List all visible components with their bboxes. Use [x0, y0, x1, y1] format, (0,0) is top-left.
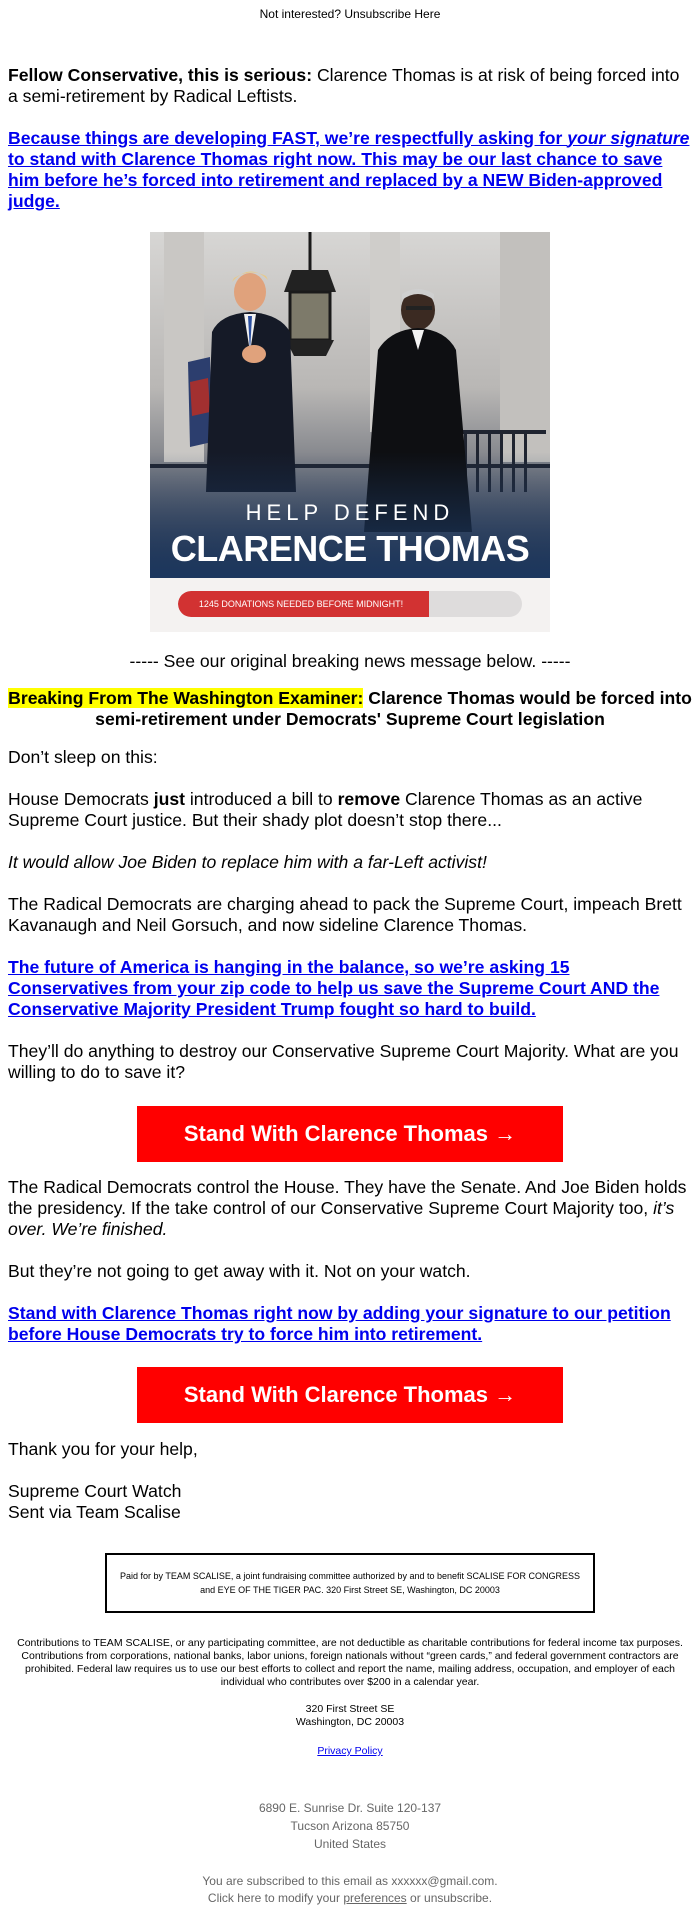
- body-paragraph-2: [8, 789, 692, 831]
- intro-bold-lead: Fellow Conservative, this is serious:: [8, 65, 313, 85]
- divider-text: ----- See our original breaking news message below. -----: [129, 651, 571, 671]
- signature-link-italic: your signature: [567, 128, 690, 148]
- body-paragraph-7: But they’re not going to get away with it. Not on your watch.: [8, 1261, 471, 1281]
- signature-link-part1: Because things are developing FAST, we’re respectfully asking for: [8, 128, 568, 148]
- modify-text-b: or unsubscribe.: [406, 1891, 493, 1905]
- hero-subtitle: HELP DEFEND: [245, 500, 455, 525]
- subscribed-email-text: You are subscribed to this email as xxxxxx@gmail.com.: [202, 1874, 498, 1888]
- petition-link-paragraph: [8, 1303, 692, 1345]
- zip-code-link-paragraph: [8, 957, 692, 1020]
- mailing-address-line-2: Washington, DC 20003: [295, 1716, 405, 1728]
- contribution-disclaimer: Contributions to TEAM SCALISE, or any participating committee, are not deductible as charitable contributions for federal income tax purposes. Contributions from corporations, national banks, labor unions, foreign nationals without “green cards,” and federal government contractors are prohibited. Federal law requires us to use our best efforts to collect and report the name, mailing address, occupation, and employer of each individual who contributes over $200 in a calendar year.: [17, 1637, 683, 1688]
- email-content: [0, 65, 700, 1907]
- intro-paragraph: [8, 65, 692, 107]
- petition-link[interactable]: Stand with Clarence Thomas right now by adding your signature to our petition before House Democrats try to force him into retirement.: [8, 1303, 671, 1344]
- hero-banner[interactable]: [150, 232, 550, 632]
- p2-bold-remove: remove: [337, 789, 401, 809]
- signature-link-part2: to stand with Clarence Thomas right now. This may be our last chance to save him before he’s forced into retirement and replaced by a NEW Biden-approved judge.: [8, 149, 663, 211]
- mailing-address-line-1: 320 First Street SE: [305, 1703, 395, 1715]
- p2-text-a: House Democrats: [8, 789, 154, 809]
- hero-title: CLARENCE THOMAS: [170, 528, 530, 569]
- preferences-link[interactable]: preferences: [343, 1891, 407, 1905]
- sender-address-line-2: Tucson Arizona 85750: [290, 1819, 410, 1833]
- privacy-policy-link[interactable]: Privacy Policy: [317, 1745, 383, 1757]
- p2-text-e: Clarence Thomas as an active Supreme Court justice. But their shady plot doesn’t stop there...: [8, 789, 643, 830]
- hero-text: [150, 500, 550, 570]
- breaking-news-source: Breaking From The Washington Examiner:: [8, 688, 364, 708]
- signature-name: Supreme Court Watch: [8, 1481, 182, 1501]
- modify-preferences-text: [8, 1890, 692, 1907]
- sender-address: [8, 1799, 692, 1853]
- breaking-news-headline: [8, 688, 692, 730]
- breaking-news-text: Clarence Thomas would be forced into semi-retirement under Democrats' Supreme Court legislation: [95, 688, 692, 729]
- thanks-text: Thank you for your help,: [8, 1439, 198, 1459]
- p2-text-c: introduced a bill to: [184, 789, 338, 809]
- sender-address-line-1: 6890 E. Sunrise Dr. Suite 120-137: [258, 1801, 442, 1815]
- intro-text: Clarence Thomas is at risk of being forced into a semi-retirement by Radical Leftists.: [8, 65, 680, 106]
- sender-address-line-3: United States: [313, 1837, 387, 1851]
- paid-for-disclaimer-box: Paid for by TEAM SCALISE, a joint fundraising committee authorized by and to benefit SCALISE FOR CONGRESS and EYE OF THE TIGER PAC. 320 First Street SE, Washington, DC 20003: [105, 1553, 595, 1613]
- subscription-info: [8, 1873, 692, 1907]
- unsubscribe-link[interactable]: Not interested? Unsubscribe Here: [259, 7, 441, 21]
- body-paragraph-6: [8, 1177, 692, 1240]
- zip-code-link[interactable]: The future of America is hanging in the balance, so we’re asking 15 Conservatives from your zip code to help us save the Supreme Court AND the Conservative Majority President Trump fought so hard to build.: [8, 957, 660, 1019]
- p6-italic: it’s over. We’re finished.: [8, 1198, 675, 1239]
- privacy-policy-paragraph: [8, 1745, 692, 1757]
- signature-link[interactable]: [8, 128, 692, 212]
- body-paragraph-4: The Radical Democrats are charging ahead to pack the Supreme Court, impeach Brett Kavanaugh and Neil Gorsuch, and now sideline Clarence Thomas.: [8, 894, 682, 935]
- p2-bold-just: just: [153, 789, 185, 809]
- modify-text-a: Click here to modify your: [207, 1891, 344, 1905]
- body-paragraph-5: They’ll do anything to destroy our Conservative Supreme Court Majority. What are you willing to do to save it?: [8, 1041, 679, 1082]
- stand-with-clarence-thomas-button[interactable]: Stand With Clarence Thomas →: [137, 1106, 563, 1162]
- mailing-address: [8, 1703, 692, 1729]
- donation-progress-bar: [178, 591, 522, 617]
- signature-sender: Sent via Team Scalise: [8, 1502, 181, 1522]
- p6-text-a: The Radical Democrats control the House. They have the Senate. And Joe Biden holds the presidency. If the take control of our Conservative Supreme Court Majority too,: [8, 1177, 687, 1218]
- stand-with-clarence-thomas-button-2[interactable]: Stand With Clarence Thomas →: [137, 1367, 563, 1423]
- body-paragraph-1: Don’t sleep on this:: [8, 747, 158, 767]
- body-paragraph-3: It would allow Joe Biden to replace him with a far-Left activist!: [8, 852, 487, 872]
- donation-progress-label: 1245 DONATIONS NEEDED BEFORE MIDNIGHT!: [198, 599, 404, 609]
